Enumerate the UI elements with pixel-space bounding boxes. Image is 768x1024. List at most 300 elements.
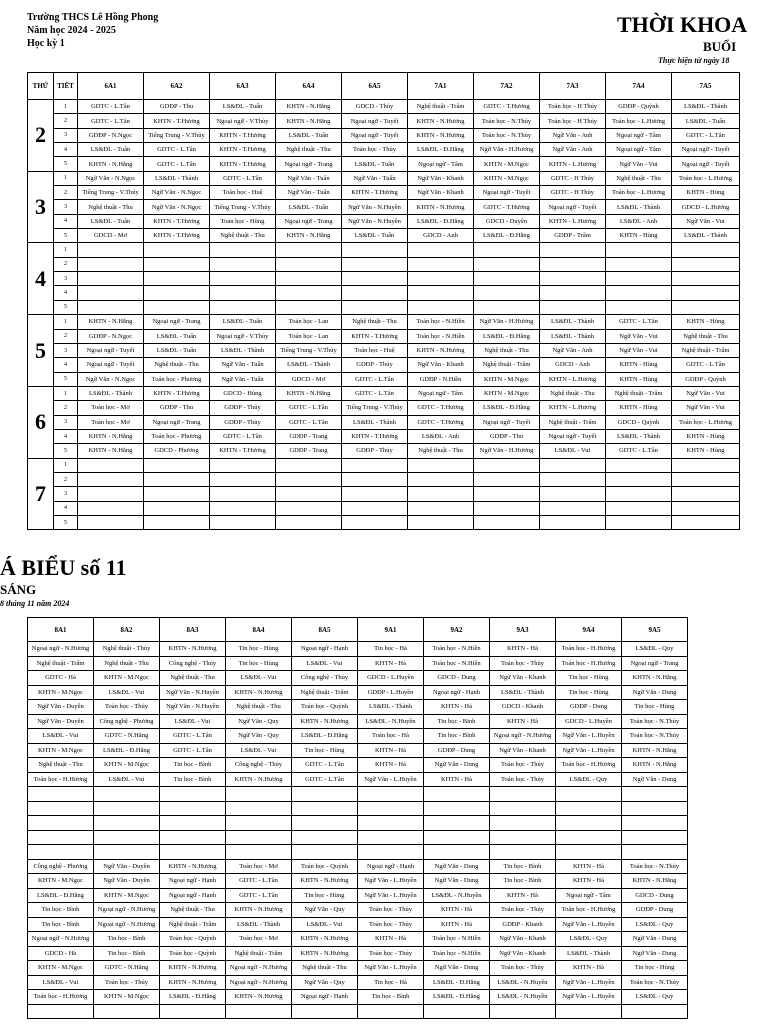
lesson-cell [490, 845, 556, 860]
lesson-cell: LS&ĐL - Vui [226, 743, 292, 758]
lesson-cell: Toán học - Mơ [226, 932, 292, 947]
table-row [28, 787, 688, 802]
class-header: 6A3 [210, 73, 276, 100]
lesson-cell [28, 830, 94, 845]
table-row [28, 888, 688, 903]
lesson-cell [606, 515, 672, 529]
table-row [28, 157, 740, 171]
lesson-cell: Ngữ Văn - N.Huyền [342, 200, 408, 214]
table-row [28, 186, 740, 200]
table-row [28, 845, 688, 860]
table-row [28, 487, 740, 501]
lesson-cell: LS&ĐL - Thành [672, 100, 740, 114]
lesson-cell: LS&ĐL - Anh [606, 214, 672, 228]
lesson-cell: Toán học - N.Hiền [424, 656, 490, 671]
lesson-cell [144, 243, 210, 257]
lesson-cell: Ngữ Văn - Dung [424, 961, 490, 976]
lesson-cell: Ngoại ngữ - V.Thủy [210, 329, 276, 343]
lesson-cell: LS&ĐL - Quy [622, 917, 688, 932]
lesson-cell: KHTN - M.Ngọc [94, 671, 160, 686]
lesson-cell: GDCD - Thủy [342, 100, 408, 114]
table-row [28, 343, 740, 357]
lesson-cell: GDTC - L.Tân [672, 128, 740, 142]
lesson-cell: Nghệ thuật - Thu [672, 329, 740, 343]
lesson-cell: Ngữ Văn - Vui [606, 157, 672, 171]
table-row [28, 114, 740, 128]
table-row [28, 329, 740, 343]
lesson-cell [78, 286, 144, 300]
period-number: 4 [54, 214, 78, 228]
lesson-cell: KHTN - N.Hằng [78, 157, 144, 171]
lesson-cell: GDTC - L.Tân [342, 372, 408, 386]
lesson-cell [210, 272, 276, 286]
lesson-cell: Toán học - Hà [358, 729, 424, 744]
lesson-cell: LS&ĐL - Đ.Hằng [292, 729, 358, 744]
lesson-cell [622, 830, 688, 845]
lesson-cell: KHTN - L.Hương [540, 214, 606, 228]
lesson-cell: Ngoại ngữ - Tuyết [342, 114, 408, 128]
lesson-cell: KHTN - N.Hương [226, 685, 292, 700]
lesson-cell [160, 830, 226, 845]
lesson-cell [210, 472, 276, 486]
period-number: 2 [54, 472, 78, 486]
lesson-cell: LS&ĐL - N.Huyền [424, 888, 490, 903]
lesson-cell [622, 816, 688, 831]
lesson-cell [226, 830, 292, 845]
class-header: 6A5 [342, 73, 408, 100]
lesson-cell [160, 845, 226, 860]
period-number: 4 [54, 501, 78, 515]
lesson-cell: KHTN - Hùng [606, 358, 672, 372]
table-row [28, 714, 688, 729]
lesson-cell [276, 300, 342, 314]
lesson-cell: KHTN - Hùng [606, 372, 672, 386]
lesson-cell [622, 1004, 688, 1019]
lesson-cell: GDTC - H Thủy [540, 186, 606, 200]
table-row [28, 830, 688, 845]
lesson-cell [28, 1004, 94, 1019]
lesson-cell: GDĐP - N.Ngọc [78, 329, 144, 343]
lesson-cell [606, 300, 672, 314]
lesson-cell: LS&ĐL - N.Huyền [490, 975, 556, 990]
lesson-cell: GDCD - L.Huyền [358, 671, 424, 686]
class-header: 9A1 [358, 618, 424, 642]
table-row [28, 358, 740, 372]
lesson-cell: KHTN - T.Hương [210, 157, 276, 171]
table-row [28, 729, 688, 744]
table-row [28, 932, 688, 947]
lesson-cell: Ngữ Văn - Khanh [408, 358, 474, 372]
lesson-cell: Tin học - Bình [424, 714, 490, 729]
lesson-cell: GDĐP - N.Ngọc [78, 128, 144, 142]
table-row [28, 801, 688, 816]
lesson-cell: KHTN - Hà [556, 961, 622, 976]
period-number: 2 [54, 186, 78, 200]
lesson-cell: Tin học - Hùng [556, 671, 622, 686]
lesson-cell: Nghệ thuật - Thu [210, 229, 276, 243]
lesson-cell [144, 472, 210, 486]
lesson-cell [490, 787, 556, 802]
lesson-cell: Ngoại ngữ - Tuyết [474, 415, 540, 429]
lesson-cell [672, 257, 740, 271]
lesson-cell: Toán học - H Thủy [540, 100, 606, 114]
lesson-cell [540, 300, 606, 314]
lesson-cell: GDCD - Dung [424, 671, 490, 686]
lesson-cell: Nghệ thuật - Thu [160, 671, 226, 686]
lesson-cell [408, 487, 474, 501]
lesson-cell: KHTN - N.Hằng [276, 229, 342, 243]
lesson-cell: KHTN - N.Hương [292, 714, 358, 729]
table-row [28, 243, 740, 257]
lesson-cell [474, 501, 540, 515]
lesson-cell: LS&ĐL - Vui [160, 714, 226, 729]
lesson-cell [408, 472, 474, 486]
lesson-cell [276, 472, 342, 486]
lesson-cell: GDĐP - Thu [474, 429, 540, 443]
lesson-cell: GDTC - L.Tân [210, 429, 276, 443]
lesson-cell [540, 515, 606, 529]
lesson-cell [28, 787, 94, 802]
lesson-cell: Ngoại ngữ - Tâm [408, 386, 474, 400]
lesson-cell: Toán học - N.Hiền [408, 329, 474, 343]
lesson-cell [342, 487, 408, 501]
lesson-cell: LS&ĐL - Tuấn [672, 114, 740, 128]
class-header: 6A1 [78, 73, 144, 100]
lesson-cell [28, 816, 94, 831]
lesson-cell [226, 787, 292, 802]
lesson-cell [606, 487, 672, 501]
lesson-cell [160, 816, 226, 831]
lesson-cell: Ngữ Văn - Anh [540, 343, 606, 357]
timetable-grades-6-7 [27, 72, 740, 530]
class-header: 8A3 [160, 618, 226, 642]
table-row [28, 743, 688, 758]
lesson-cell: KHTN - M.Ngọc [94, 888, 160, 903]
lesson-cell: GDTC - H Thủy [540, 171, 606, 185]
lesson-cell: Nghệ thuật - Trâm [606, 386, 672, 400]
period-number: 5 [54, 372, 78, 386]
lesson-cell: KHTN - L.Hương [540, 401, 606, 415]
class-header: 7A1 [408, 73, 474, 100]
lesson-cell [408, 458, 474, 472]
lesson-cell [672, 458, 740, 472]
lesson-cell: Công nghệ - Phương [94, 714, 160, 729]
period-number: 1 [54, 100, 78, 114]
lesson-cell: Ngữ Văn - N.Huyền [160, 700, 226, 715]
session-label-part2: SÁNG [0, 582, 37, 597]
lesson-cell: GDTC - L.Tân [160, 729, 226, 744]
table-row [28, 429, 740, 443]
lesson-cell: GDTC - L.Tân [144, 157, 210, 171]
lesson-cell: LS&ĐL - Tuấn [144, 329, 210, 343]
lesson-cell: Nghệ thuật - Thu [342, 315, 408, 329]
lesson-cell: GDĐP - Thủy [210, 401, 276, 415]
lesson-cell: KHTN - N.Hằng [78, 444, 144, 458]
lesson-cell: KHTN - M.Ngọc [28, 961, 94, 976]
period-number: 4 [54, 358, 78, 372]
lesson-cell: GDCD - Mơ [78, 229, 144, 243]
lesson-cell: GDĐP - Dung [622, 903, 688, 918]
lesson-cell: LS&ĐL - Thành [540, 329, 606, 343]
lesson-cell [606, 243, 672, 257]
lesson-cell [606, 257, 672, 271]
lesson-cell [606, 286, 672, 300]
lesson-cell: Nghệ thuật - Thu [276, 143, 342, 157]
lesson-cell: Toán học - N.Thủy [622, 714, 688, 729]
lesson-cell: KHTN - N.Hương [292, 874, 358, 889]
lesson-cell: LS&ĐL - Tuấn [78, 143, 144, 157]
lesson-cell: Ngoại ngữ - N.Hương [28, 642, 94, 657]
lesson-cell: Nghệ thuật - Trâm [292, 685, 358, 700]
lesson-cell [94, 1004, 160, 1019]
lesson-cell: Toán học - N.Thủy [622, 975, 688, 990]
period-number: 3 [54, 343, 78, 357]
table-row [28, 917, 688, 932]
lesson-cell: Tin học - Hùng [226, 642, 292, 657]
lesson-cell: KHTN - N.Hương [160, 975, 226, 990]
lesson-cell: GDĐP - N.Hiền [408, 372, 474, 386]
lesson-cell: Ngoại ngữ - Hạnh [292, 990, 358, 1005]
table-row [28, 961, 688, 976]
lesson-cell [408, 257, 474, 271]
lesson-cell: Nghệ thuật - Thu [540, 386, 606, 400]
period-number: 2 [54, 329, 78, 343]
lesson-cell [424, 816, 490, 831]
lesson-cell [672, 487, 740, 501]
lesson-cell: GDĐP - Khanh [490, 917, 556, 932]
class-header: 8A1 [28, 618, 94, 642]
lesson-cell: KHTN - Hà [358, 656, 424, 671]
lesson-cell [292, 787, 358, 802]
lesson-cell: LS&ĐL - Tuấn [276, 200, 342, 214]
lesson-cell [226, 845, 292, 860]
school-name: Trường THCS Lê Hồng Phong [27, 12, 159, 23]
lesson-cell: Toán học - Huệ [342, 343, 408, 357]
lesson-cell [292, 830, 358, 845]
lesson-cell: Ngoại ngữ - N.Hương [490, 729, 556, 744]
lesson-cell [342, 257, 408, 271]
lesson-cell [474, 257, 540, 271]
lesson-cell [358, 787, 424, 802]
lesson-cell: LS&ĐL - Vui [226, 671, 292, 686]
lesson-cell: KHTN - Hà [556, 874, 622, 889]
lesson-cell: GDCD - Dung [622, 888, 688, 903]
lesson-cell: Ngữ Văn - Dung [424, 859, 490, 874]
lesson-cell: Tin học - Hùng [292, 888, 358, 903]
lesson-cell: LS&ĐL - Thành [78, 386, 144, 400]
period-number: 5 [54, 444, 78, 458]
table-row [28, 272, 740, 286]
lesson-cell: Toán học - Phương [144, 372, 210, 386]
lesson-cell: LS&ĐL - Thành [210, 343, 276, 357]
lesson-cell: Ngữ Văn - N.Ngọc [78, 171, 144, 185]
lesson-cell: Ngữ Văn - Dung [622, 932, 688, 947]
lesson-cell: KHTN - T.Hương [210, 143, 276, 157]
lesson-cell: Ngữ Văn - Quy [292, 903, 358, 918]
lesson-cell: LS&ĐL - Vui [94, 685, 160, 700]
lesson-cell: KHTN - Hà [358, 932, 424, 947]
lesson-cell: GDĐP - Trang [276, 444, 342, 458]
period-number: 2 [54, 257, 78, 271]
lesson-cell: LS&ĐL - Anh [408, 429, 474, 443]
lesson-cell: Ngữ Văn - Dung [424, 758, 490, 773]
lesson-cell: GDCD - Anh [408, 229, 474, 243]
day-label: 5 [28, 315, 54, 387]
lesson-cell: Ngữ Văn - Tuấn [342, 171, 408, 185]
lesson-cell: Nghệ thuật - Trâm [474, 358, 540, 372]
lesson-cell: LS&ĐL - Thành [490, 685, 556, 700]
lesson-cell: Tin học - Bình [160, 772, 226, 787]
lesson-cell: Ngoại ngữ - Tâm [408, 157, 474, 171]
lesson-cell: GDĐP - L.Huyền [358, 685, 424, 700]
lesson-cell [78, 300, 144, 314]
lesson-cell: Ngữ Văn - Vui [672, 214, 740, 228]
header-tiet: TIẾT [54, 73, 78, 100]
lesson-cell: LS&ĐL - Thành [144, 171, 210, 185]
lesson-cell: Toán học - N.Thủy [474, 128, 540, 142]
lesson-cell [540, 458, 606, 472]
lesson-cell: Công nghệ - Thủy [292, 671, 358, 686]
lesson-cell: LS&ĐL - Quy [622, 642, 688, 657]
period-number: 1 [54, 243, 78, 257]
lesson-cell [226, 801, 292, 816]
lesson-cell: LS&ĐL - Thành [606, 429, 672, 443]
lesson-cell: Ngoại ngữ - Tâm [556, 888, 622, 903]
lesson-cell [358, 830, 424, 845]
period-number: 4 [54, 286, 78, 300]
lesson-cell [210, 257, 276, 271]
lesson-cell: LS&ĐL - Thành [672, 229, 740, 243]
lesson-cell: KHTN - M.Ngọc [474, 157, 540, 171]
lesson-cell [144, 515, 210, 529]
lesson-cell: LS&ĐL - Thành [342, 415, 408, 429]
lesson-cell: Ngoại ngữ - Tuyết [672, 157, 740, 171]
lesson-cell: GDCD - Hùng [210, 386, 276, 400]
lesson-cell: GDTC - L.Tân [78, 100, 144, 114]
lesson-cell: KHTN - Hà [424, 903, 490, 918]
lesson-cell: LS&ĐL - Tuấn [276, 128, 342, 142]
lesson-cell [342, 243, 408, 257]
lesson-cell [160, 1004, 226, 1019]
lesson-cell: KHTN - N.Hương [160, 961, 226, 976]
lesson-cell [672, 501, 740, 515]
lesson-cell [210, 501, 276, 515]
lesson-cell: Ngữ Văn - Dung [622, 946, 688, 961]
lesson-cell: GDCD - L.Huyền [556, 714, 622, 729]
page-title-part1: THỜI KHOA [617, 12, 748, 37]
table-row [28, 171, 740, 185]
lesson-cell: Ngữ Văn - Khanh [408, 171, 474, 185]
lesson-cell: KHTN - T.Hương [342, 429, 408, 443]
period-number: 1 [54, 171, 78, 185]
lesson-cell: KHTN - T.Hương [342, 186, 408, 200]
lesson-cell: Ngữ Văn - Duyên [28, 700, 94, 715]
lesson-cell: Ngoại ngữ - Hạnh [160, 874, 226, 889]
lesson-cell [78, 272, 144, 286]
lesson-cell [672, 472, 740, 486]
lesson-cell: Toán học - Quỳnh [160, 946, 226, 961]
table-row [28, 214, 740, 228]
lesson-cell: Ngữ Văn - L.Huyền [556, 975, 622, 990]
lesson-cell: GDTC - Hà [28, 671, 94, 686]
lesson-cell: Toán học - N.Hiền [424, 946, 490, 961]
lesson-cell [672, 515, 740, 529]
table-row [28, 1004, 688, 1019]
lesson-cell: Toán học - H.Hương [556, 758, 622, 773]
lesson-cell: Toán học - Quỳnh [292, 700, 358, 715]
lesson-cell [28, 845, 94, 860]
lesson-cell [408, 515, 474, 529]
class-header: 6A4 [276, 73, 342, 100]
lesson-cell: Toán học - Mơ [226, 859, 292, 874]
lesson-cell [144, 487, 210, 501]
lesson-cell: Ngữ Văn - Khanh [490, 932, 556, 947]
lesson-cell: Ngữ Văn - H.Hương [474, 444, 540, 458]
day-label: 4 [28, 243, 54, 315]
lesson-cell: Ngữ Văn - Vui [606, 343, 672, 357]
lesson-cell: Ngoại ngữ - Tuyết [672, 143, 740, 157]
lesson-cell: KHTN - N.Hương [292, 932, 358, 947]
lesson-cell [292, 816, 358, 831]
lesson-cell: KHTN - M.Ngọc [474, 372, 540, 386]
lesson-cell: KHTN - M.Ngọc [28, 685, 94, 700]
lesson-cell: Ngoại ngữ - Trang [144, 315, 210, 329]
lesson-cell: Nghệ thuật - Thu [474, 343, 540, 357]
lesson-cell: Ngữ Văn - L.Huyền [358, 772, 424, 787]
lesson-cell: KHTN - N.Hương [160, 642, 226, 657]
lesson-cell: KHTN - N.Hằng [78, 429, 144, 443]
lesson-cell: KHTN - N.Hương [408, 200, 474, 214]
period-number: 5 [54, 300, 78, 314]
lesson-cell: KHTN - Hà [490, 714, 556, 729]
lesson-cell: Toán học - N.Thủy [622, 729, 688, 744]
lesson-cell: KHTN - Hà [424, 772, 490, 787]
lesson-cell: KHTN - N.Hằng [276, 386, 342, 400]
lesson-cell: Ngoại ngữ - Tâm [606, 128, 672, 142]
table-row [28, 128, 740, 142]
lesson-cell: LS&ĐL - Đ.Hằng [408, 143, 474, 157]
lesson-cell: Ngữ Văn - N.Huyền [160, 685, 226, 700]
lesson-cell: Tin học - Bình [94, 946, 160, 961]
lesson-cell [606, 458, 672, 472]
lesson-cell: Toán học - H.Hương [556, 642, 622, 657]
lesson-cell: KHTN - T.Hương [144, 214, 210, 228]
table-row [28, 903, 688, 918]
lesson-cell: Ngữ Văn - Khanh [490, 743, 556, 758]
lesson-cell [144, 458, 210, 472]
lesson-cell [358, 845, 424, 860]
class-header: 7A3 [540, 73, 606, 100]
lesson-cell [160, 787, 226, 802]
lesson-cell: KHTN - Hà [490, 642, 556, 657]
lesson-cell: LS&ĐL - Đ.Hằng [160, 990, 226, 1005]
lesson-cell: LS&ĐL - Thành [276, 358, 342, 372]
lesson-cell [672, 300, 740, 314]
table-row [28, 874, 688, 889]
period-number: 2 [54, 114, 78, 128]
table-row [28, 758, 688, 773]
lesson-cell: GDĐP - Thu [144, 401, 210, 415]
effective-date-part1: Thực hiện từ ngày 18 [658, 56, 730, 65]
lesson-cell: KHTN - N.Hằng [622, 671, 688, 686]
lesson-cell: Ngoại ngữ - Hạnh [358, 859, 424, 874]
class-header: 6A2 [144, 73, 210, 100]
lesson-cell [556, 801, 622, 816]
lesson-cell: GDĐP - Thủy [342, 444, 408, 458]
lesson-cell [78, 257, 144, 271]
lesson-cell: LS&ĐL - Vui [28, 975, 94, 990]
table-row [28, 501, 740, 515]
